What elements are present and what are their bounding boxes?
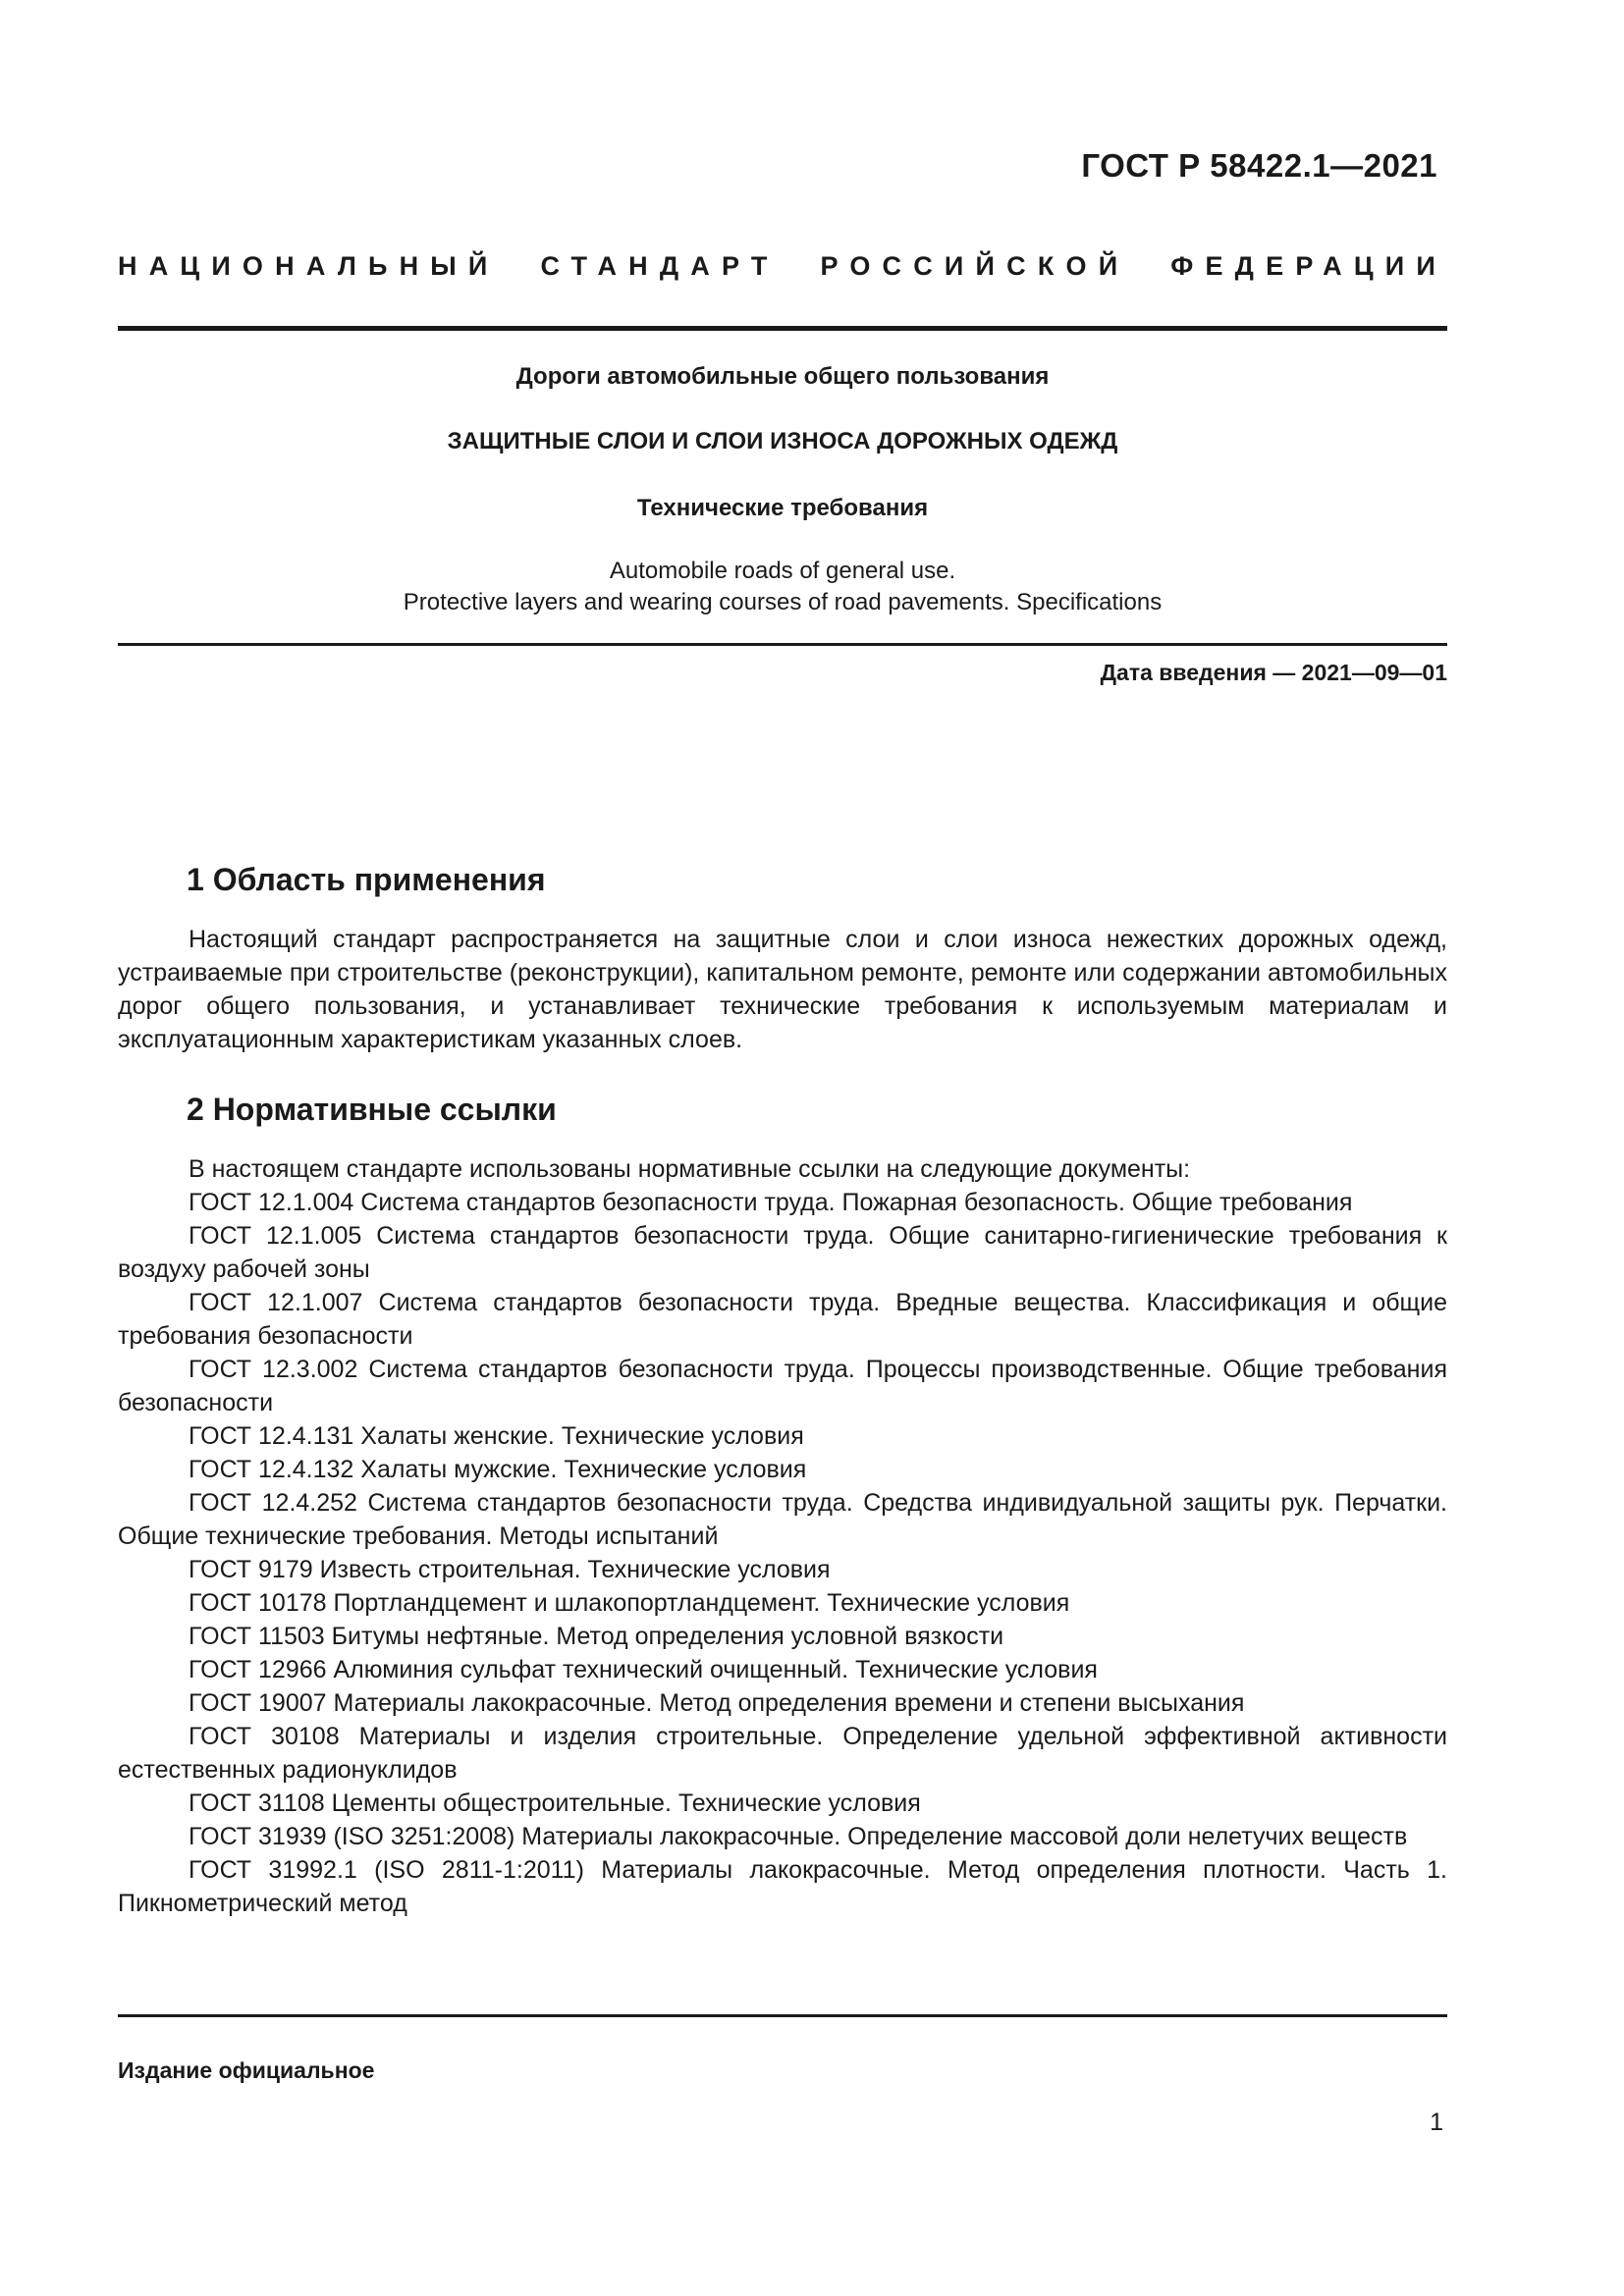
header-rule xyxy=(118,326,1447,331)
title-line-3: Технические требования xyxy=(636,495,929,521)
references-list xyxy=(118,1152,1447,1920)
references-intro: В настоящем стандарте использованы нормативные ссылки на следующие документы: xyxy=(189,1155,1191,1183)
page-number: 1 xyxy=(1430,2109,1443,2136)
reference-item: ГОСТ 30108 Материалы и изделия строительные. Определение удельной эффективной активности естественных радионуклидов xyxy=(118,1723,1447,1784)
section-1-body xyxy=(118,923,1447,1056)
section-1-paragraph: Настоящий стандарт распространяется на защитные слои и слои износа нежестких дорожных одежд, устраиваемые при строительстве (реконструкции), капитальном ремонте, ремонте или содержании автомобильных дорог общего пользования, и устанавливает технические требования к используемым материалам и эксплуатационным характеристикам указанных слоев. xyxy=(118,926,1447,1053)
reference-item: ГОСТ 31108 Цементы общестроительные. Технические условия xyxy=(189,1789,921,1817)
reference-item: ГОСТ 11503 Битумы нефтяные. Метод определения условной вязкости xyxy=(189,1623,1004,1650)
english-title-line-2: Protective layers and wearing courses of road pavements. Specifications xyxy=(403,589,1163,615)
reference-item: ГОСТ 12.1.005 Система стандартов безопасности труда. Общие санитарно-гигиенические требования к воздуху рабочей зоны xyxy=(118,1222,1447,1283)
title-rule xyxy=(118,643,1447,646)
section-2-heading: 2 Нормативные ссылки xyxy=(187,1092,557,1127)
reference-item: ГОСТ 9179 Известь строительная. Технические условия xyxy=(189,1556,831,1583)
title-line-1: Дороги автомобильные общего пользования xyxy=(515,363,1050,390)
section-1-heading: 1 Область применения xyxy=(187,862,546,897)
introduction-date: Дата введения — 2021—09—01 xyxy=(1100,660,1447,685)
reference-item: ГОСТ 12966 Алюминия сульфат технический очищенный. Технические условия xyxy=(189,1656,1098,1683)
reference-item: ГОСТ 12.4.132 Халаты мужские. Технические условия xyxy=(189,1456,807,1483)
national-standard-title: НАЦИОНАЛЬНЫЙ СТАНДАРТ РОССИЙСКОЙ ФЕДЕРАЦИИ xyxy=(118,251,1447,281)
reference-item: ГОСТ 10178 Портландцемент и шлакопортландцемент. Технические условия xyxy=(189,1589,1070,1617)
official-edition-label: Издание официальное xyxy=(118,2057,375,2083)
english-title-line-1: Automobile roads of general use. xyxy=(609,558,956,584)
footer-rule xyxy=(118,2014,1447,2017)
reference-item: ГОСТ 12.1.004 Система стандартов безопасности труда. Пожарная безопасность. Общие требования xyxy=(189,1189,1353,1216)
title-line-2: ЗАЩИТНЫЕ СЛОИ И СЛОИ ИЗНОСА ДОРОЖНЫХ ОДЕЖД xyxy=(447,428,1118,454)
reference-item: ГОСТ 12.4.252 Система стандартов безопасности труда. Средства индивидуальной защиты рук. Перчатки. Общие технические требования. Методы испытаний xyxy=(118,1489,1447,1550)
reference-item: ГОСТ 31939 (ISO 3251:2008) Материалы лакокрасочные. Определение массовой доли нелетучих веществ xyxy=(189,1823,1408,1850)
reference-item: ГОСТ 31992.1 (ISO 2811-1:2011) Материалы лакокрасочные. Метод определения плотности. Часть 1. Пикнометрический метод xyxy=(118,1856,1447,1917)
reference-item: ГОСТ 12.1.007 Система стандартов безопасности труда. Вредные вещества. Классификация и общие требования безопасности xyxy=(118,1289,1447,1350)
standard-number: ГОСТ Р 58422.1—2021 xyxy=(1081,147,1437,184)
reference-item: ГОСТ 12.3.002 Система стандартов безопасности труда. Процессы производственные. Общие требования безопасности xyxy=(118,1356,1447,1416)
reference-item: ГОСТ 12.4.131 Халаты женские. Технические условия xyxy=(189,1422,804,1450)
reference-item: ГОСТ 19007 Материалы лакокрасочные. Метод определения времени и степени высыхания xyxy=(189,1689,1245,1717)
